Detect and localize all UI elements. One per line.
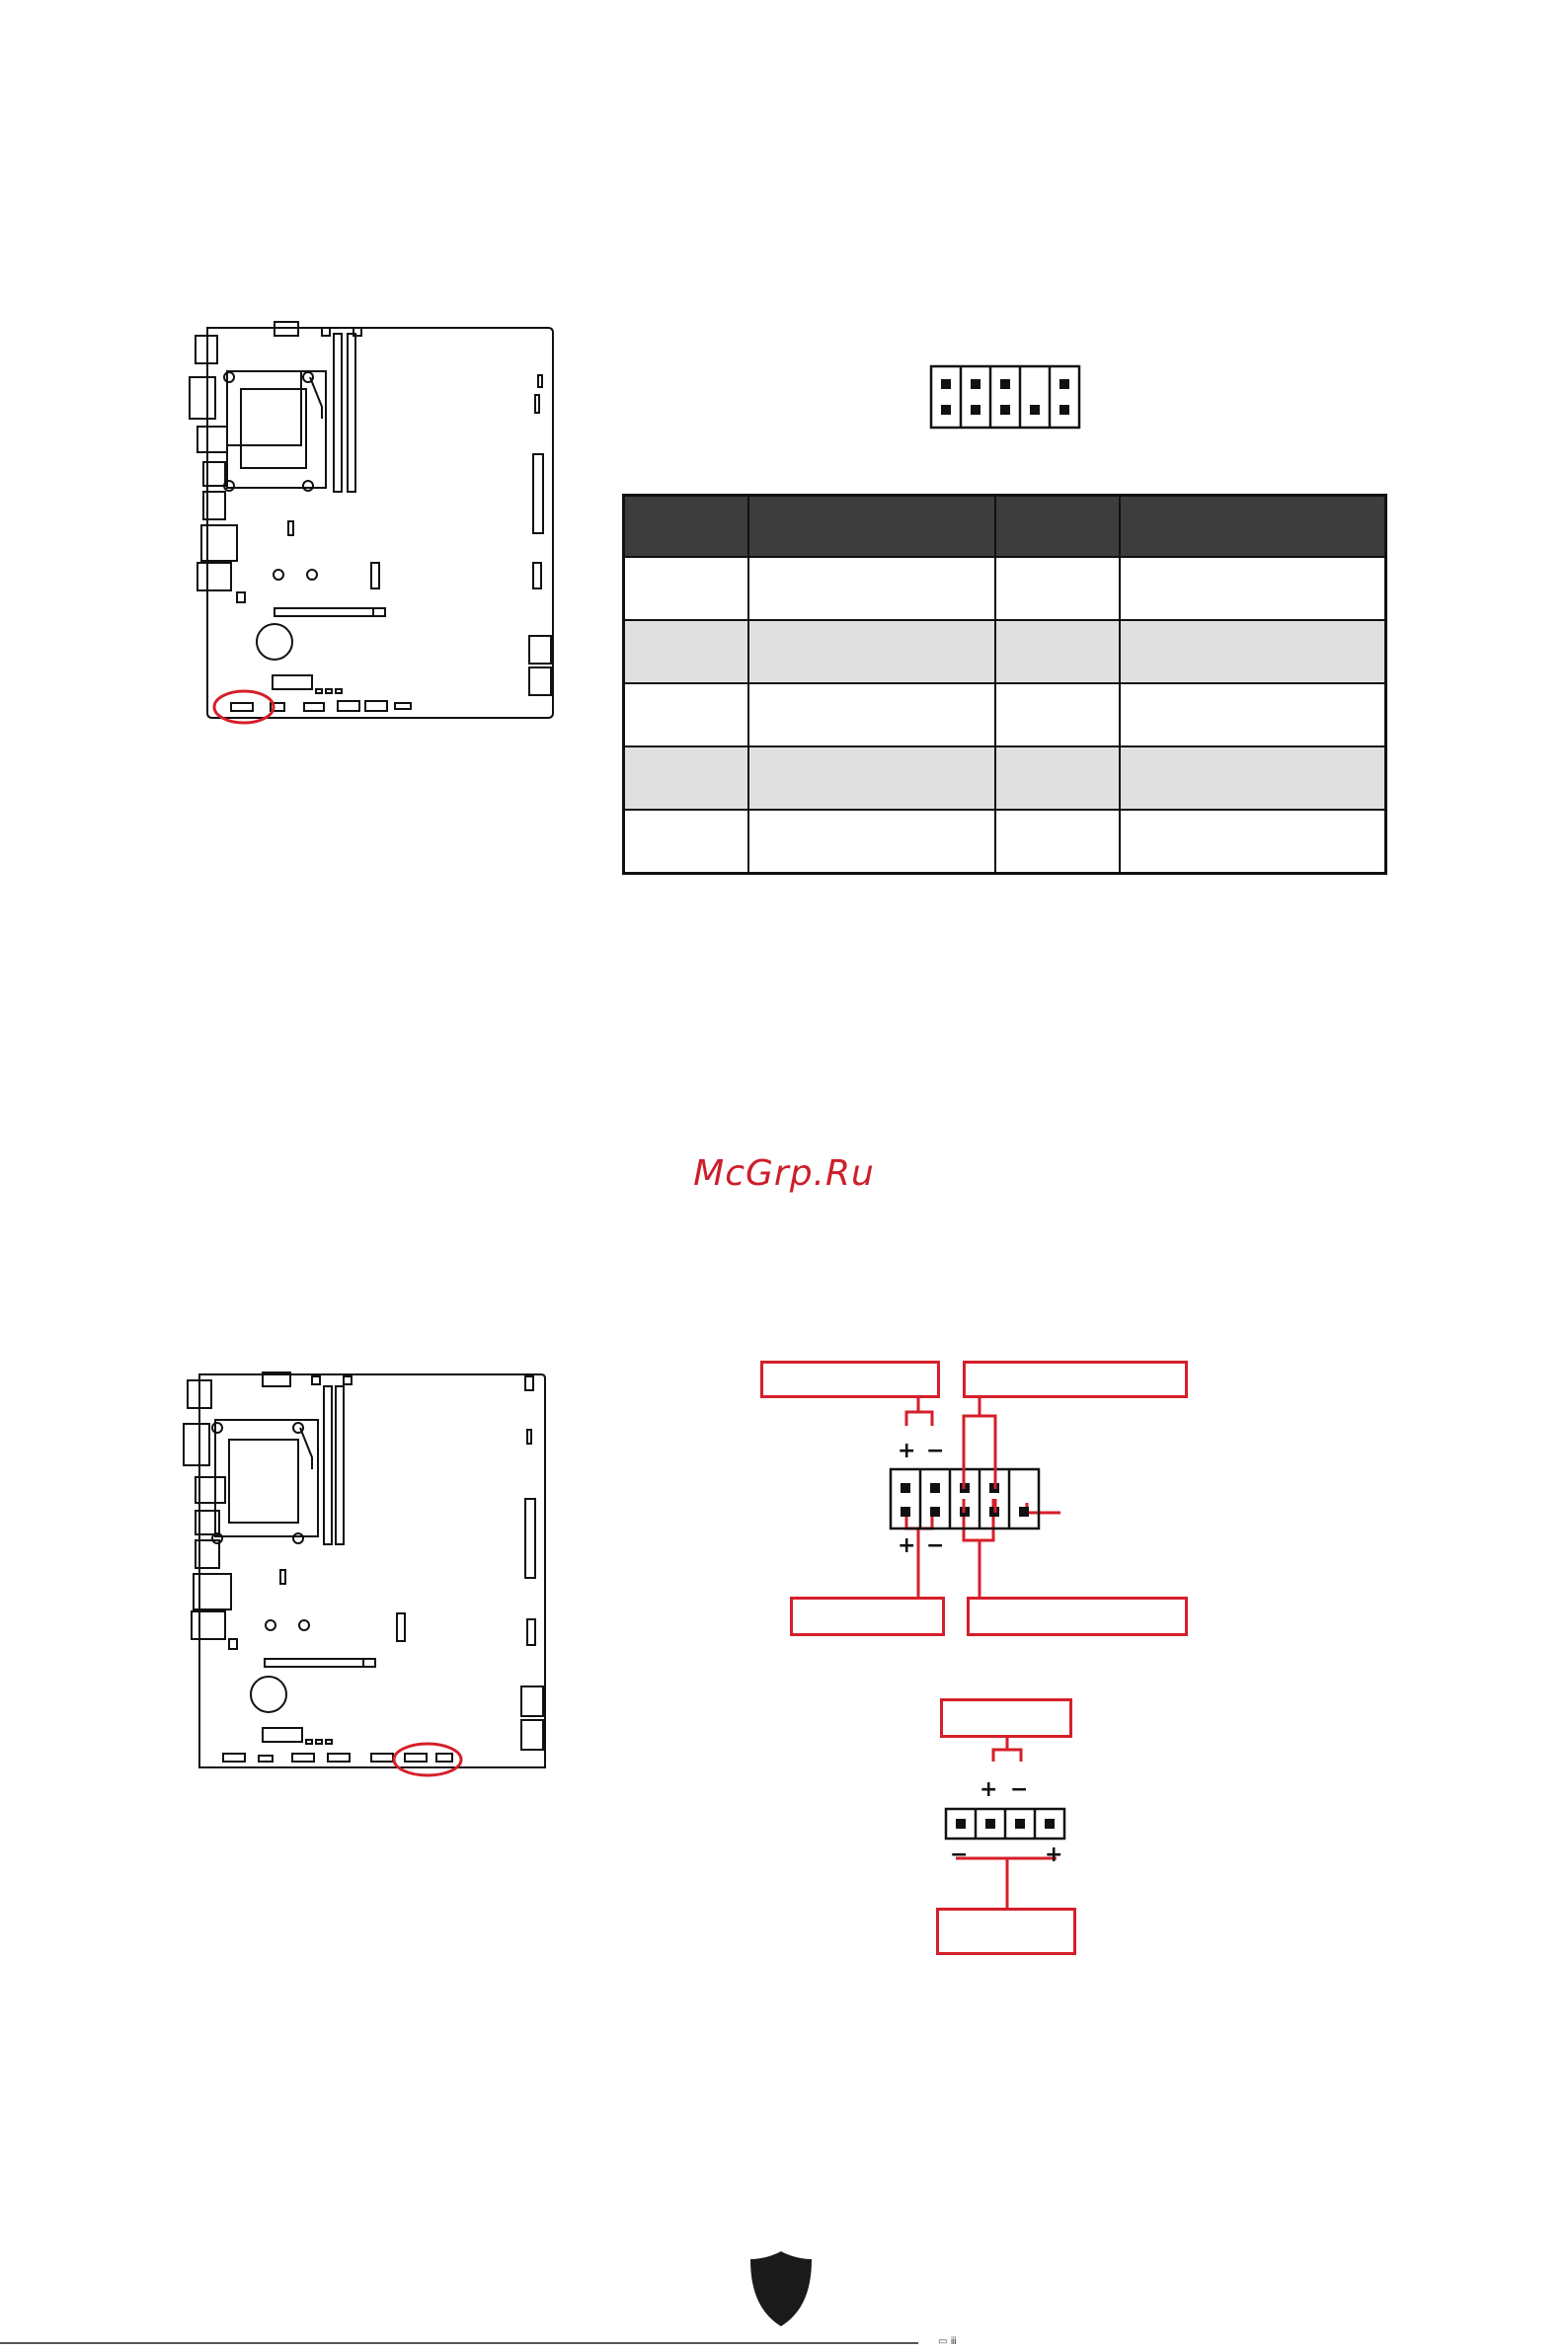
table-cell [995, 746, 1120, 810]
table-header-cell [624, 496, 748, 558]
pin-definition-table [622, 494, 1387, 875]
table-cell [748, 557, 995, 620]
plus-sign: + [1045, 1842, 1063, 1867]
motherboard-diagram-top [188, 316, 563, 731]
label-box-speaker-top [940, 1698, 1072, 1738]
table-row [624, 746, 1386, 810]
table-cell [748, 810, 995, 874]
minus-sign: − [950, 1842, 969, 1867]
table-cell [995, 810, 1120, 874]
footer-divider [0, 2342, 918, 2344]
watermark-text: McGrp.Ru [693, 1153, 875, 1194]
minus-sign: − [926, 1533, 945, 1558]
minus-sign: − [926, 1439, 945, 1463]
table-header-cell [748, 496, 995, 558]
table-cell [748, 620, 995, 683]
table-cell [1120, 557, 1386, 620]
shield-icon [748, 2249, 814, 2328]
minus-sign: − [1010, 1777, 1029, 1802]
table-row [624, 620, 1386, 683]
table-cell [1120, 810, 1386, 874]
motherboard-diagram-bottom [178, 1361, 553, 1775]
plus-sign: + [898, 1439, 916, 1463]
front-panel-wiring [750, 1382, 1303, 1698]
table-cell [624, 620, 748, 683]
table-cell [995, 557, 1120, 620]
pin-header-icon-top [928, 363, 1086, 432]
table-row [624, 810, 1386, 874]
table-row [624, 683, 1386, 746]
table-cell [995, 620, 1120, 683]
table-header-cell [995, 496, 1120, 558]
table-header-row [624, 496, 1386, 558]
table-cell [624, 683, 748, 746]
table-cell [748, 683, 995, 746]
table-cell [1120, 683, 1386, 746]
table-row [624, 557, 1386, 620]
table-cell [1120, 620, 1386, 683]
table-cell [995, 683, 1120, 746]
table-cell [624, 557, 748, 620]
plus-sign: + [980, 1777, 998, 1802]
table-cell [624, 810, 748, 874]
plus-sign: + [898, 1533, 916, 1558]
table-cell [748, 746, 995, 810]
speaker-header-wiring [928, 1736, 1126, 1933]
footer-page-mark: ▭ ⅲ [938, 2336, 957, 2347]
table-header-cell [1120, 496, 1386, 558]
table-cell [624, 746, 748, 810]
table-cell [1120, 746, 1386, 810]
